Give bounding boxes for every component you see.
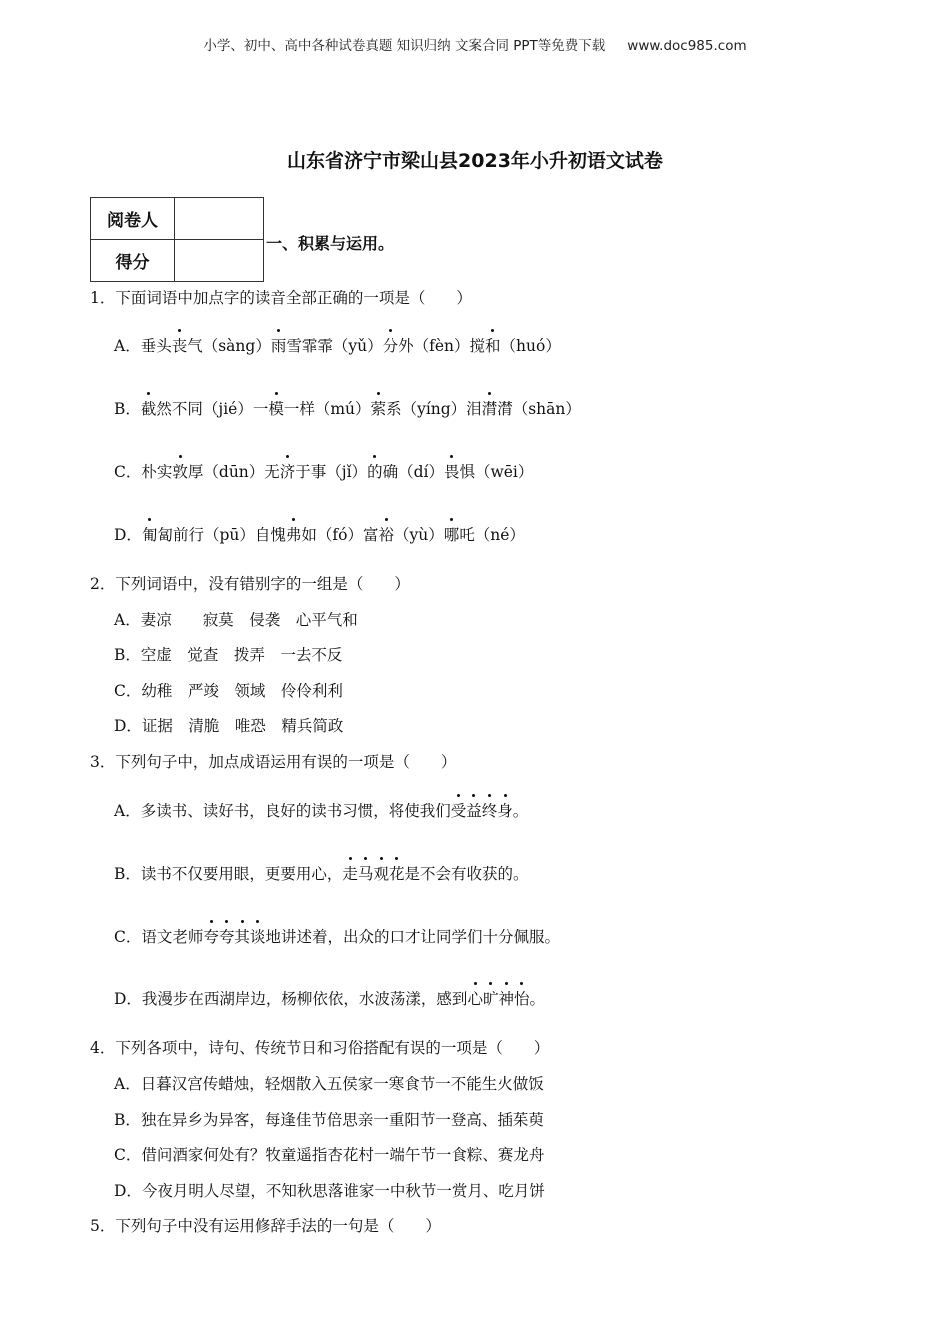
reviewer-label: 阅卷人 — [91, 198, 175, 240]
q2-option-c: C．幼稚 严竣 领域 伶伶利利 — [114, 682, 343, 700]
score-cell — [175, 240, 264, 282]
q3-stem: 3．下列句子中，加点成语运用有误的一项是（ ） — [90, 753, 457, 771]
q2-option-a: A．妻凉 寂莫 侵袭 心平气和 — [114, 611, 358, 629]
q4-stem: 4．下列各项中，诗句、传统节日和习俗搭配有误的一项是（ ） — [90, 1039, 550, 1057]
reviewer-cell — [175, 198, 264, 240]
header-text: 小学、初中、高中各种试卷真题 知识归纳 文案合同 PPT等免费下载 — [203, 38, 606, 54]
section-title: 一、积累与运用。 — [266, 234, 395, 253]
q1-option-c: C．朴实敦厚（dūn）无济于事（jǐ）的确（dí）畏惧（wēi） — [114, 460, 533, 482]
page-header — [0, 34, 950, 54]
q4-option-b: B．独在异乡为异客，每逢佳节倍思亲一重阳节一登高、插茱萸 — [114, 1111, 544, 1129]
q1-option-b: B．截然不同（jié）一模一样（mú）萦系（yíng）泪潸潸（shān） — [114, 397, 581, 419]
q4-option-d: D．今夜月明人尽望，不知秋思落谁家一中秋节一赏月、吃月饼 — [114, 1182, 545, 1200]
q1-option-a: A．垂头丧气（sàng）雨雪霏霏（yǔ）分外（fèn）搅和（huó） — [114, 334, 561, 356]
q2-option-b: B．空虚 觉查 拨弄 一去不反 — [114, 646, 343, 664]
header-url[interactable]: www.doc985.com — [627, 38, 747, 54]
q5-stem: 5．下列句子中没有运用修辞手法的一句是（ ） — [90, 1217, 441, 1235]
q2-option-d: D．证据 清脆 唯恐 精兵简政 — [114, 717, 344, 735]
q3-option-c: C．语文老师夸夸其谈地讲述着，出众的口才让同学们十分佩服。 — [114, 925, 560, 947]
q3-option-b: B．读书不仅要用眼，更要用心，走马观花是不会有收获的。 — [114, 862, 528, 884]
q1-option-d: D．匍匐前行（pū）自愧弗如（fó）富裕（yù）哪吒（né） — [114, 523, 525, 545]
score-label: 得分 — [91, 240, 175, 282]
score-table — [90, 197, 264, 282]
page-title: 山东省济宁市梁山县2023年小升初语文试卷 — [287, 150, 663, 172]
q1-stem: 1．下面词语中加点字的读音全部正确的一项是（ ） — [90, 289, 472, 307]
q3-option-d: D．我漫步在西湖岸边，杨柳依依，水波荡漾，感到心旷神怡。 — [114, 987, 545, 1009]
q3-option-a: A．多读书、读好书，良好的读书习惯，将使我们受益终身。 — [114, 799, 528, 821]
q4-option-c: C．借问酒家何处有？牧童遥指杏花村一端午节一食粽、赛龙舟 — [114, 1146, 545, 1164]
q2-stem: 2．下列词语中，没有错别字的一组是（ ） — [90, 575, 410, 593]
q4-option-a: A．日暮汉宫传蜡烛，轻烟散入五侯家一寒食节一不能生火做饭 — [114, 1075, 544, 1093]
